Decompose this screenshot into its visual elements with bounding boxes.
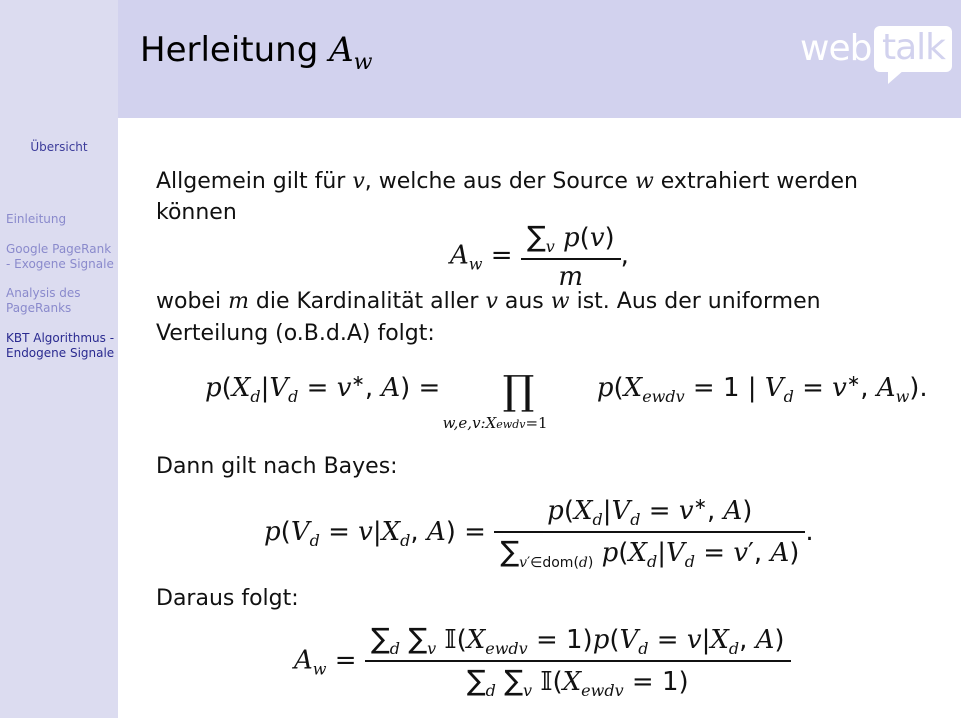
equation-aw-mean: $A_w$ = $\frac{\sum_v p(v)}{m}$ , <box>450 220 629 292</box>
paragraph-intro-line2: können <box>156 200 237 225</box>
sidebar-overview-link[interactable]: Übersicht <box>30 140 88 154</box>
paragraph-uniform: wobei m die Kardinalität aller v aus w ist. Aus der uniformen <box>156 289 821 314</box>
sidebar-item-analysis[interactable]: Analysis des PageRanks <box>6 286 81 315</box>
paragraph-intro: Allgemein gilt für v, welche aus der Source w extrahiert werden <box>156 169 858 194</box>
equation-aw-result: $A_w$ = $\frac{\sum_d \sum_v 𝕀(X_{ewdv} = 1)p(V_d = v|X_d, A)}{\sum_d \sum_v 𝕀(X_{ewdv} = 1)}$ <box>294 622 791 700</box>
paragraph-daraus: Daraus folgt: <box>156 586 299 611</box>
logo-talk-text: talk <box>882 27 946 68</box>
logo-web-text: web <box>800 28 872 69</box>
speech-bubble-tail <box>888 70 904 84</box>
sidebar-item-einleitung[interactable]: Einleitung <box>6 212 67 226</box>
equation-likelihood-product: $p(X_d|V_d = v^∗$, A) = ∏ w,e,v:Xewdv=1 $p(X_{ewdv} = 1$ | $V_d = v^∗$, $A_w$). <box>205 368 928 432</box>
slide-title: Herleitung $A_w$ <box>140 30 373 75</box>
equation-bayes-posterior: $p(V_d = v|X_d$, A) = $\frac{p(X_d|V_d = v^∗, A)}{\sum_{v'\in dom(d)} p(X_d|V_d = v', A)}$ . <box>264 494 814 571</box>
paragraph-uniform-line2: Verteilung (o.B.d.A) folgt: <box>156 321 435 346</box>
paragraph-bayes: Dann gilt nach Bayes: <box>156 454 398 479</box>
sidebar-item-kbt-algorithmus[interactable]: KBT Algorithmus - Endogene Signale <box>6 331 115 360</box>
sidebar-item-google-pagerank[interactable]: Google PageRank - Exogene Signale <box>6 242 114 271</box>
speech-bubble-icon <box>874 26 952 72</box>
